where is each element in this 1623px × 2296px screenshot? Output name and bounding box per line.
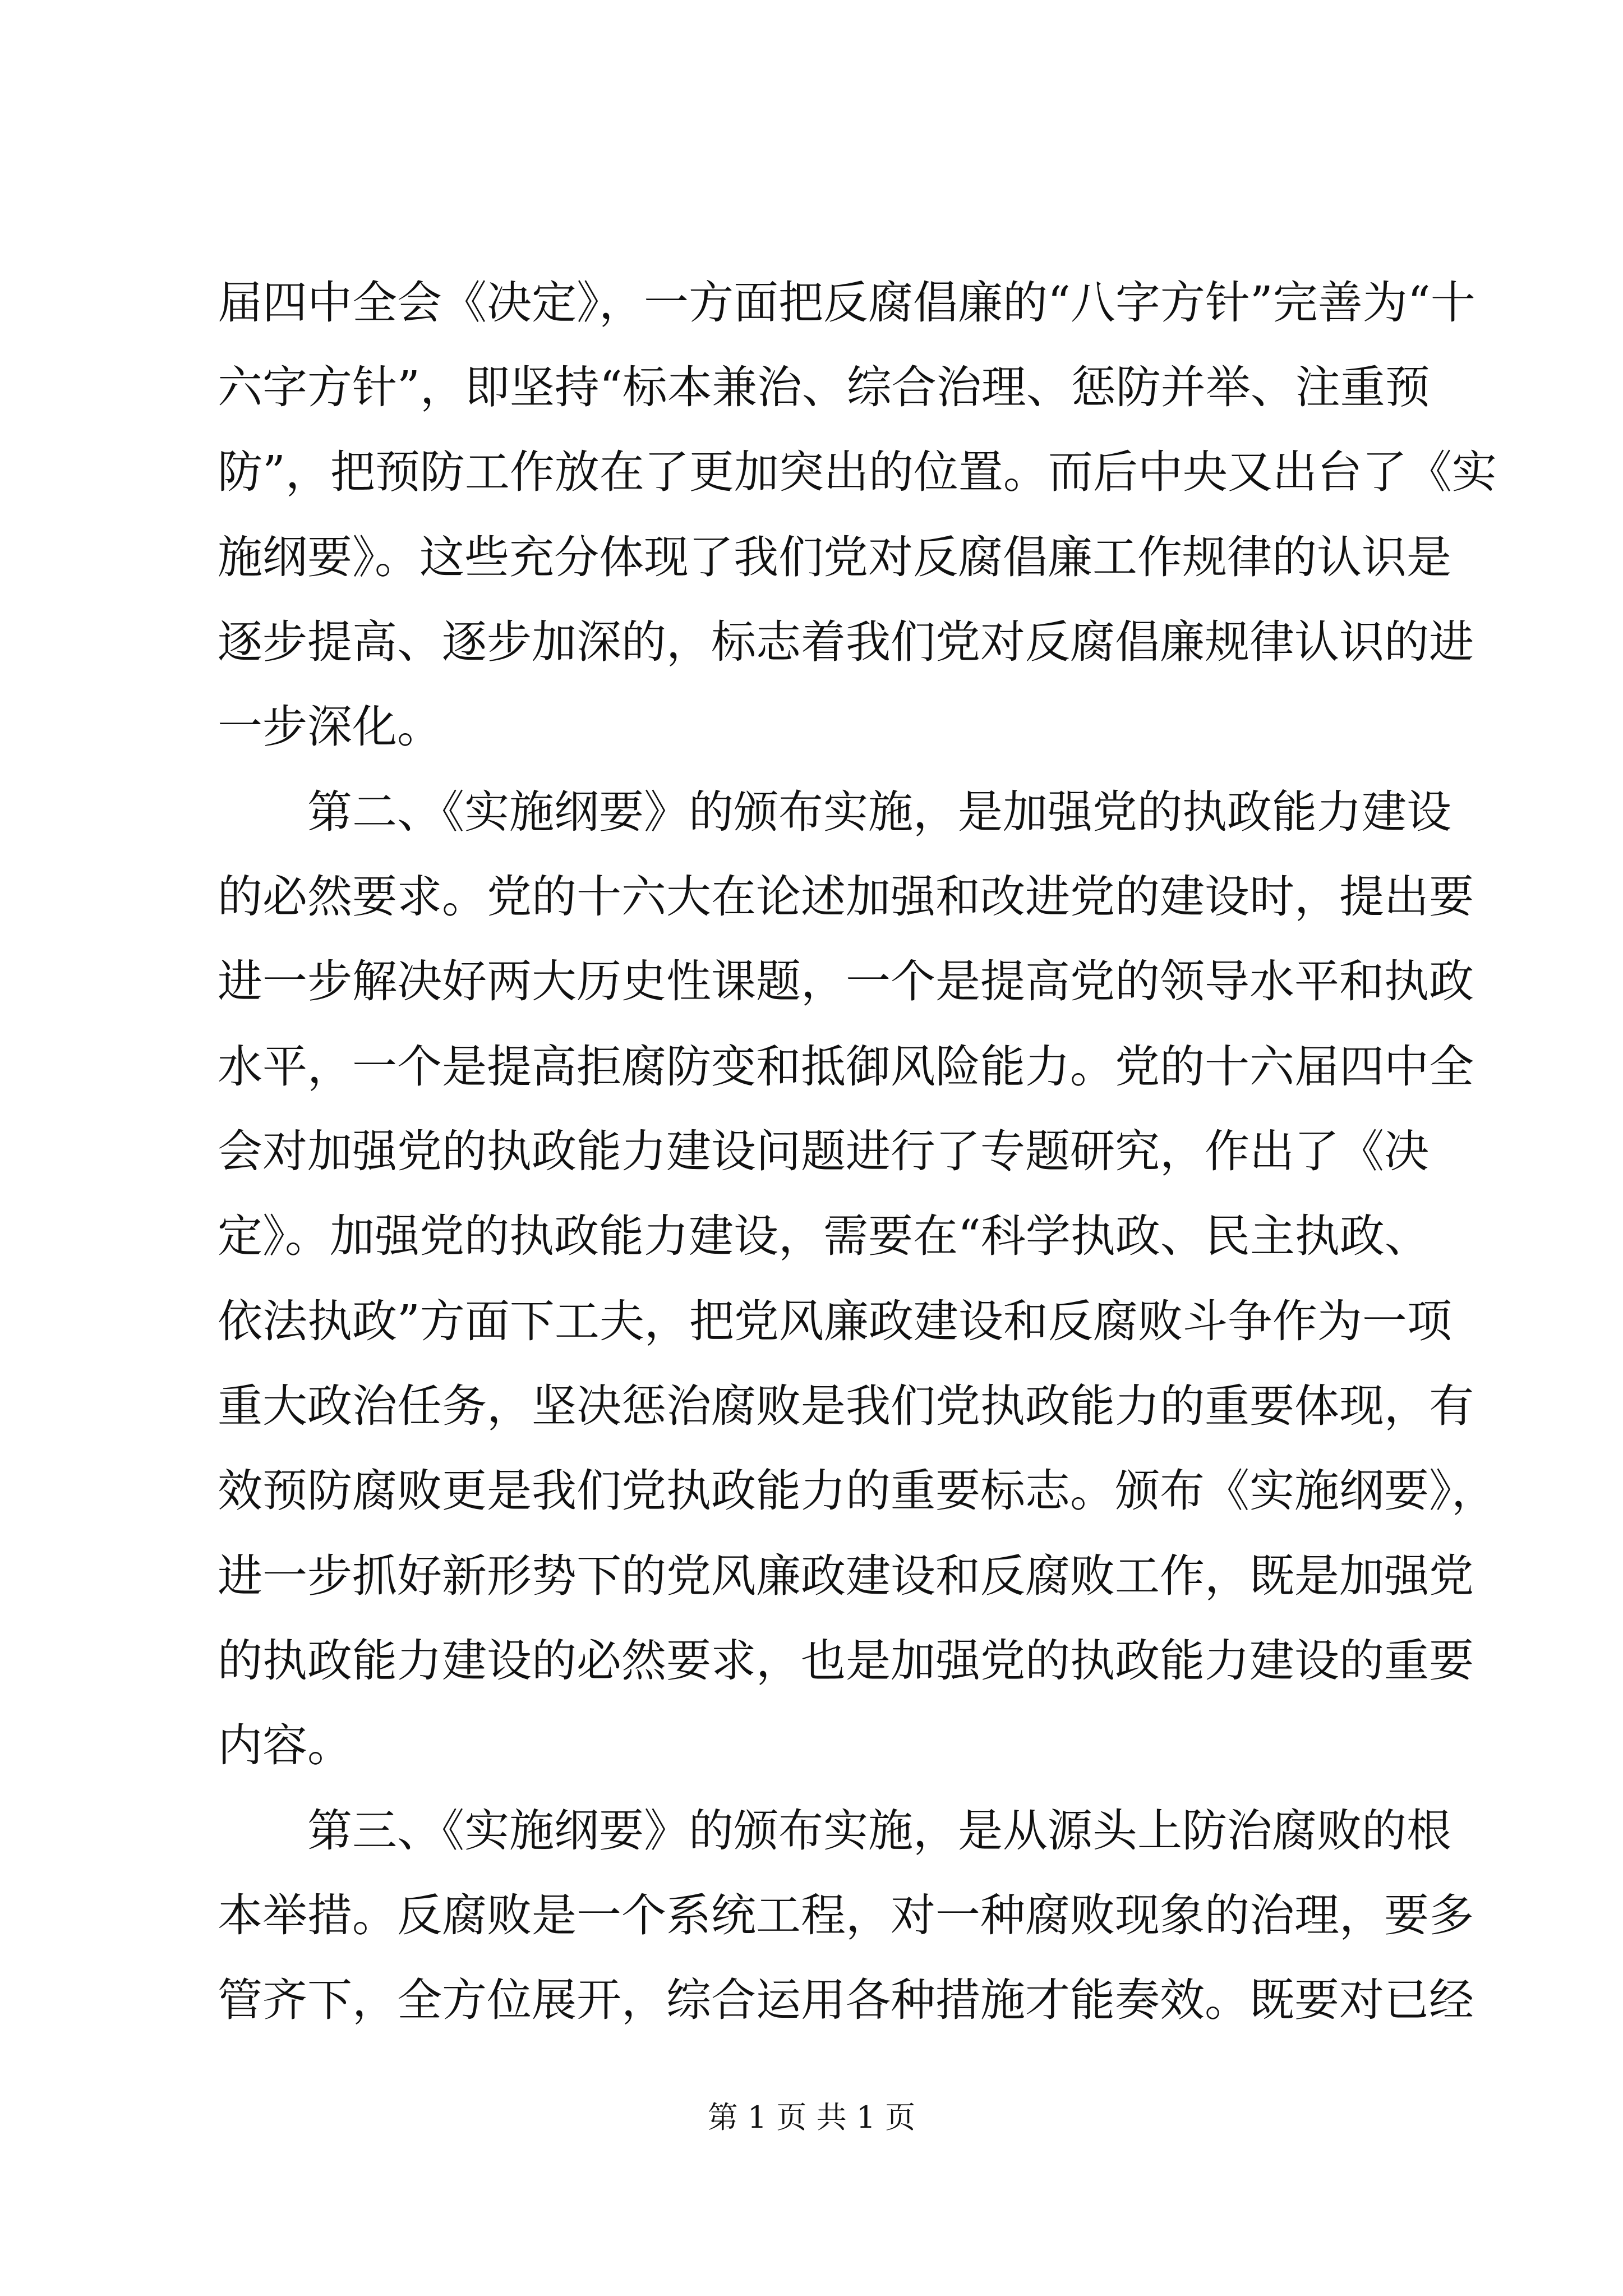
text-line: 进一步解决好两大历史性课题，一个是提高党的领导水平和执政 [218, 955, 1474, 1007]
text-line: 的必然要求。党的十六大在论述加强和改进党的建设时，提出要 [218, 871, 1474, 923]
text-line: 水平，一个是提高拒腐防变和抵御风险能力。党的十六届四中全 [218, 1041, 1474, 1093]
text-line: 一步深化。 [218, 701, 442, 753]
text-line: 本举措。反腐败是一个系统工程，对一种腐败现象的治理，要多 [218, 1889, 1474, 1941]
text-line: 的执政能力建设的必然要求，也是加强党的执政能力建设的重要 [218, 1635, 1474, 1687]
text-line: 会对加强党的执政能力建设问题进行了专题研究，作出了《决 [218, 1125, 1429, 1177]
paragraph-first-line: 第二、《实施纲要》的颁布实施，是加强党的执政能力建设 [307, 786, 1451, 838]
text-line: 六字方针”，即坚持“标本兼治、综合治理、惩防并举、注重预 [218, 361, 1430, 413]
text-line: 效预防腐败更是我们党执政能力的重要标志。颁布《实施纲要》， [218, 1465, 1496, 1517]
text-line: 进一步抓好新形势下的党风廉政建设和反腐败工作，既是加强党 [218, 1550, 1474, 1602]
text-line: 届四中全会《决定》，一方面把反腐倡廉的“八字方针”完善为“十 [218, 277, 1476, 329]
text-line: 逐步提高、逐步加深的，标志着我们党对反腐倡廉规律认识的进 [218, 616, 1474, 668]
text-line: 内容。 [218, 1719, 352, 1772]
text-line: 重大政治任务，坚决惩治腐败是我们党执政能力的重要体现，有 [218, 1380, 1474, 1432]
page-footer: 第 1 页 共 1 页 [707, 2100, 916, 2135]
text-line: 施纲要》。这些充分体现了我们党对反腐倡廉工作规律的认识是 [218, 531, 1451, 583]
text-line: 管齐下，全方位展开，综合运用各种措施才能奏效。既要对已经 [218, 1974, 1474, 2026]
text-line: 依法执政”方面下工夫，把党风廉政建设和反腐败斗争作为一项 [218, 1295, 1452, 1347]
text-line: 防”，把预防工作放在了更加突出的位置。而后中央又出台了《实 [218, 446, 1497, 498]
paragraph-first-line: 第三、《实施纲要》的颁布实施，是从源头上防治腐败的根 [307, 1805, 1451, 1857]
text-line: 定》。加强党的执政能力建设，需要在“科学执政、民主执政、 [218, 1210, 1430, 1262]
